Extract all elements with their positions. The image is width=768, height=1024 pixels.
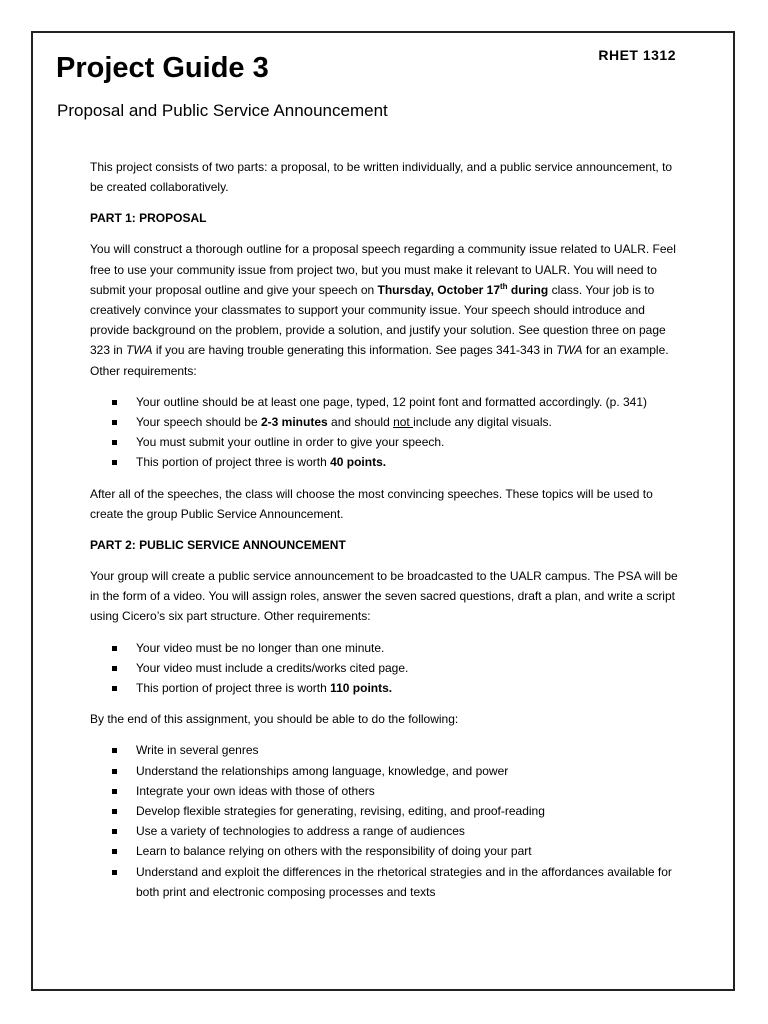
- list-item: Your outline should be at least one page, typed, 12 point font and formatted accordingly. (p. 341): [136, 392, 680, 412]
- list-item: Your video must be no longer than one minute.: [136, 638, 680, 658]
- document-title: Project Guide 3: [56, 52, 269, 84]
- list-item: Understand and exploit the differences in the rhetorical strategies and in the affordances available for both print and electronic composing processes and texts: [136, 862, 680, 902]
- outcomes-intro: By the end of this assignment, you should be able to do the following:: [90, 712, 459, 727]
- list-item: Understand the relationships among language, knowledge, and power: [136, 761, 680, 781]
- document-body: [90, 157, 680, 913]
- list-item: Write in several genres: [136, 740, 680, 760]
- part2-heading: PART 2: PUBLIC SERVICE ANNOUNCEMENT: [90, 538, 346, 553]
- list-item: Learn to balance relying on others with the responsibility of doing your part: [136, 841, 680, 861]
- list-item: Use a variety of technologies to address a range of audiences: [136, 821, 680, 841]
- course-code: RHET 1312: [598, 47, 676, 63]
- part1-requirements-list: [90, 392, 680, 473]
- list-item: Develop flexible strategies for generating, revising, editing, and proof-reading: [136, 801, 680, 821]
- twa-reference: TWA: [556, 343, 583, 358]
- twa-reference: TWA: [126, 343, 153, 358]
- part2-requirements-list: [90, 638, 680, 699]
- part1-paragraph: You will construct a thorough outline for a proposal speech regarding a community issue related to UALR. Feel free to use your community issue from project two, but you must make it relevant to UALR. You will need to submit your proposal outline and give your speech on Thursday, October 17th during class. Your job is to creatively convince your classmates to support your community issue. Your speech should introduce and provide background on the problem, provide a solution, and justify your solution. See question three on page 323 in TWA if you are having trouble generating this information. See pages 341-343 in TWA for an example. Other requirements:: [90, 242, 676, 378]
- part1-heading: PART 1: PROPOSAL: [90, 211, 207, 226]
- list-item: You must submit your outline in order to give your speech.: [136, 432, 680, 452]
- outcomes-list: [90, 740, 680, 902]
- intro-paragraph: This project consists of two parts: a proposal, to be written individually, and a public service announcement, to be created collaboratively.: [90, 160, 673, 195]
- part2-paragraph: Your group will create a public service announcement to be broadcasted to the UALR campus. The PSA will be in the form of a video. You will assign roles, answer the seven sacred questions, draft a plan, and write a script using Cicero’s six part structure. Other requirements:: [90, 569, 678, 624]
- list-item: Your speech should be 2-3 minutes and should not include any digital visuals.: [136, 412, 680, 432]
- after-speeches-paragraph: After all of the speeches, the class will choose the most convincing speeches. These topics will be used to create the group Public Service Announcement.: [90, 486, 653, 521]
- list-item: Your video must include a credits/works cited page.: [136, 658, 680, 678]
- due-date: Thursday, October 17th during: [377, 281, 549, 297]
- document-subtitle: Proposal and Public Service Announcement: [57, 101, 388, 120]
- list-item: This portion of project three is worth 110 points.: [136, 678, 680, 698]
- list-item: Integrate your own ideas with those of others: [136, 781, 680, 801]
- list-item: This portion of project three is worth 40 points.: [136, 452, 680, 472]
